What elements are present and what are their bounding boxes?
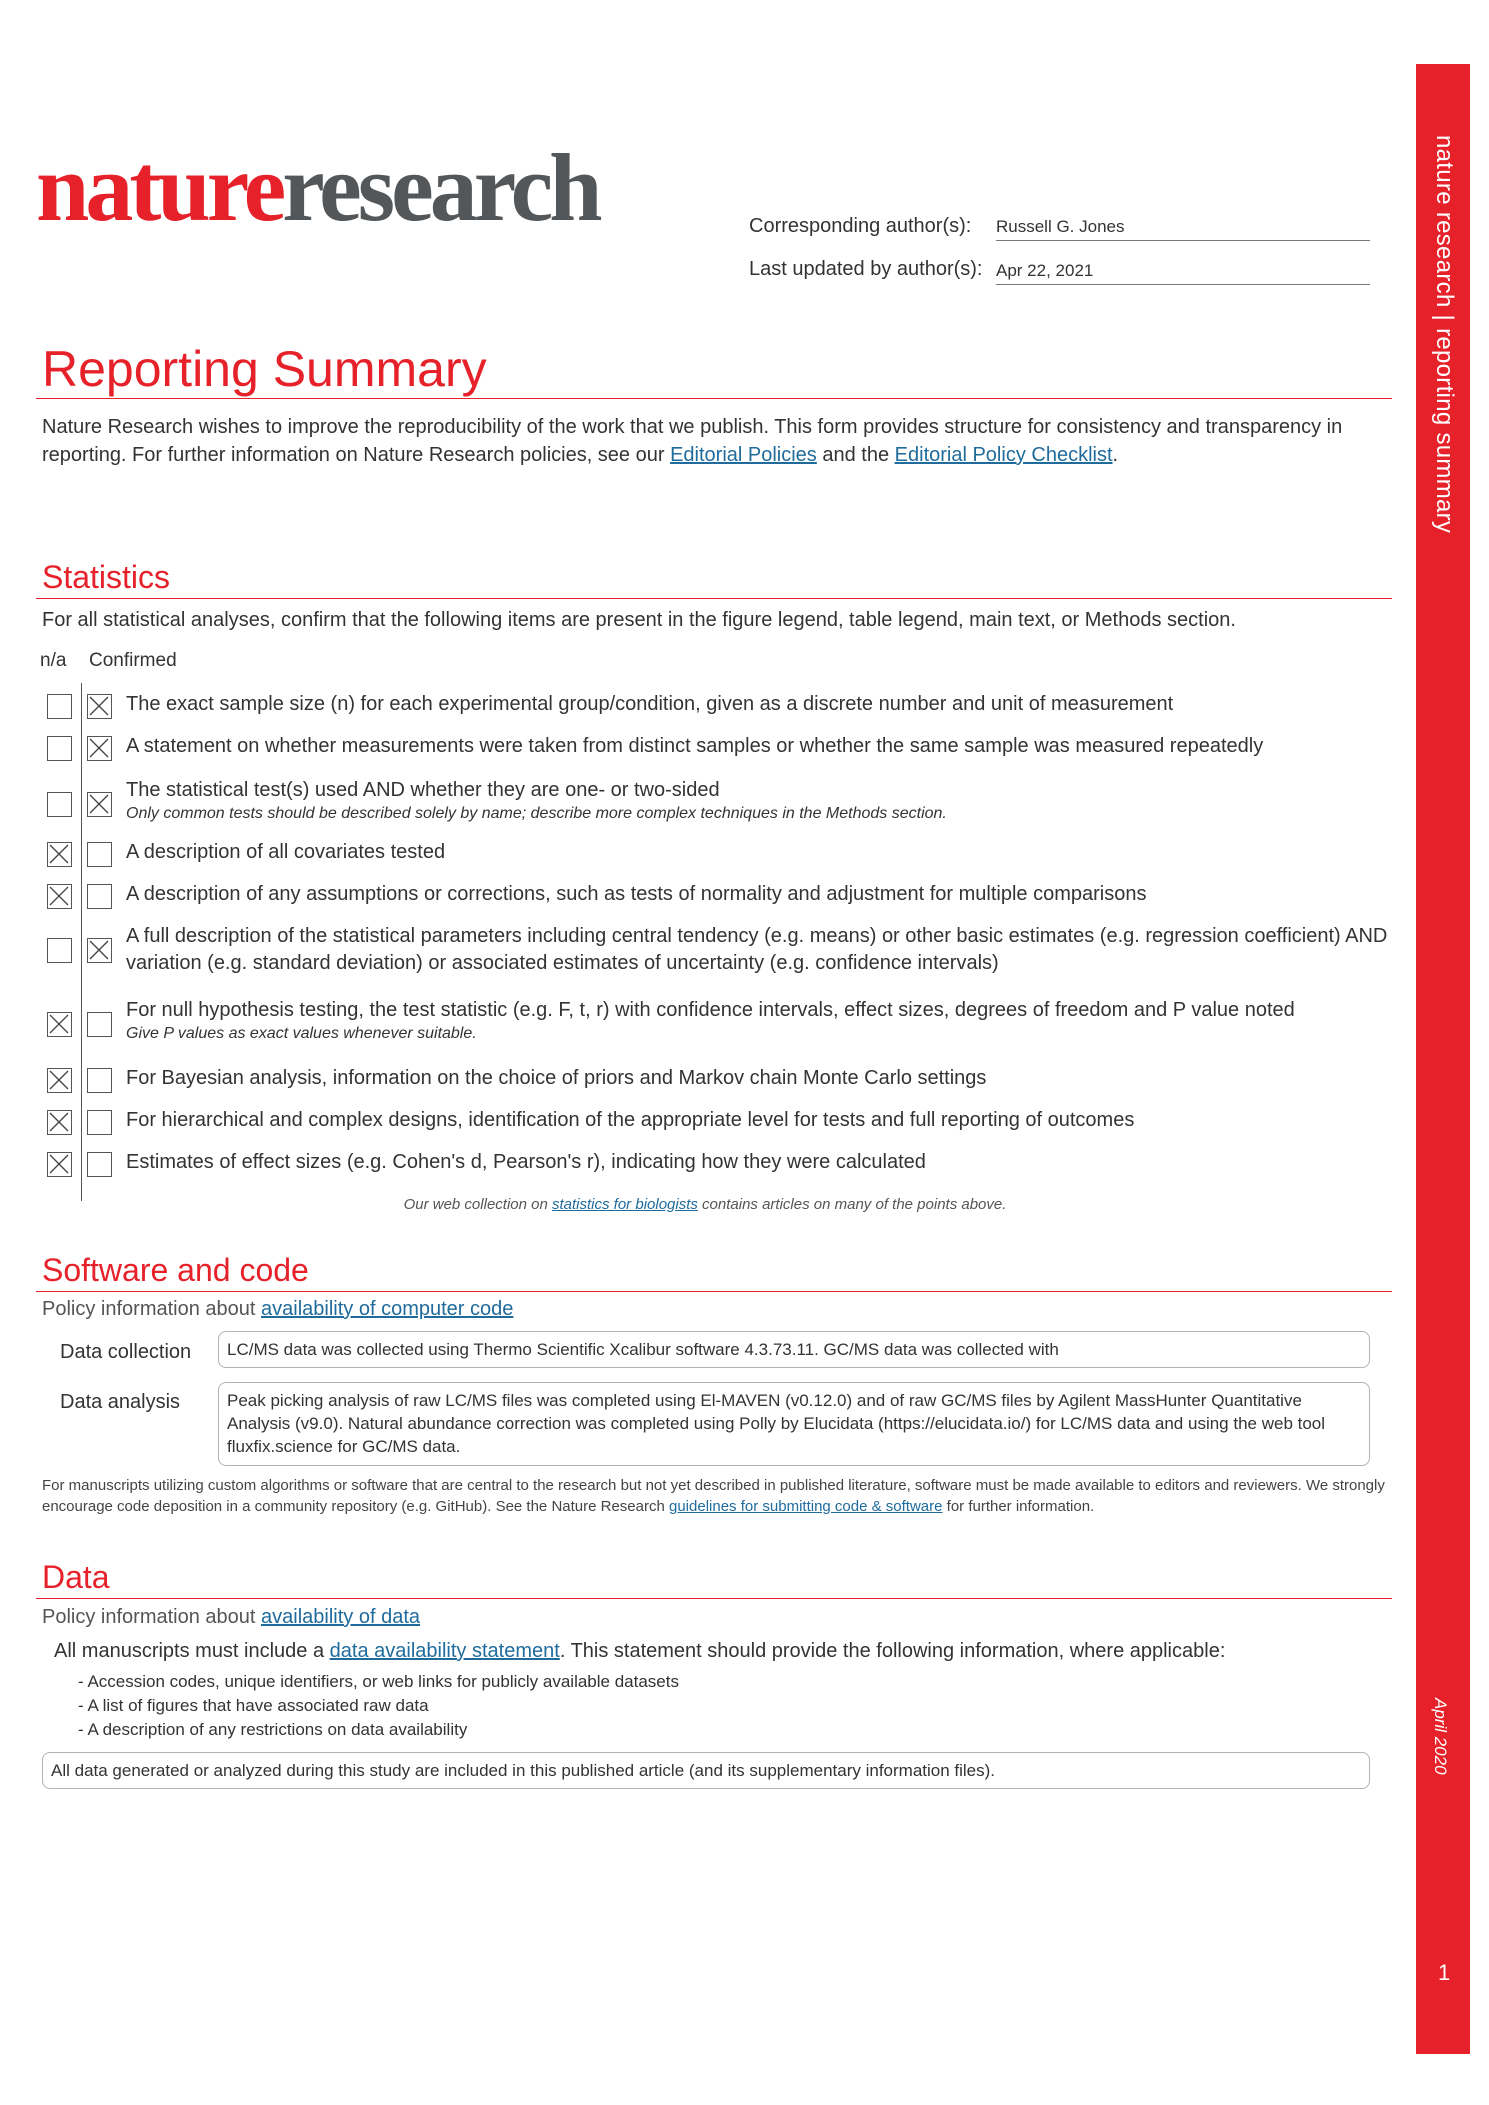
- confirmed-checkbox[interactable]: [87, 1068, 112, 1093]
- editorial-policies-link[interactable]: Editorial Policies: [670, 444, 817, 466]
- na-checkbox[interactable]: [47, 694, 72, 719]
- data-bullet: - Accession codes, unique identifiers, or web links for publicly available datasets: [78, 1672, 679, 1691]
- availability-of-data-link[interactable]: availability of data: [261, 1606, 420, 1628]
- data-analysis-label: Data analysis: [60, 1391, 181, 1413]
- data-availability-field[interactable]: All data generated or analyzed during this study are included in this published article (and its supplementary information files).: [42, 1752, 1370, 1789]
- na-checkbox[interactable]: [47, 1152, 72, 1177]
- data-requirement-text-2: . This statement should provide the following information, where applicable:: [559, 1640, 1226, 1662]
- confirmed-column-header: Confirmed: [89, 650, 177, 671]
- page-title: Reporting Summary: [42, 341, 487, 397]
- software-rule: [36, 1291, 1392, 1292]
- data-collection-label: Data collection: [60, 1341, 192, 1363]
- software-note-text-2: for further information.: [942, 1498, 1095, 1515]
- checklist-item-note: Give P values as exact values whenever suitable.: [126, 1025, 477, 1042]
- checklist-item-text: [126, 733, 1416, 760]
- intro-text-1: Nature Research wishes to improve the reproducibility of the work that we publish. This form provides structure for consistency and transparency in reporting. For further information on Nature Research policies, see our: [42, 416, 1343, 466]
- software-note: [42, 1475, 1397, 1517]
- checklist-item-text: [126, 839, 1416, 866]
- confirmed-checkbox[interactable]: [87, 1110, 112, 1135]
- checklist-item-label: For null hypothesis testing, the test statistic (e.g. F, t, r) with confidence intervals, effect sizes, degrees of freedom and P value noted: [126, 999, 1295, 1021]
- checklist-item-text: [126, 997, 1416, 1044]
- checklist-item-label: A description of all covariates tested: [126, 841, 446, 863]
- software-note-text-1: For manuscripts utilizing custom algorithms or software that are central to the research but not yet described in published literature, software must be made available to editors and reviewers. We strongly encourage code deposition in a community repository (e.g. GitHub). See the Nature Research: [42, 1477, 1385, 1515]
- confirmed-checkbox[interactable]: [87, 842, 112, 867]
- last-updated-label: Last updated by author(s):: [749, 258, 983, 280]
- last-updated-field[interactable]: Apr 22, 2021: [996, 261, 1370, 285]
- data-policy: [42, 1606, 420, 1629]
- corresponding-author-label: Corresponding author(s):: [749, 215, 972, 237]
- na-checkbox[interactable]: [47, 842, 72, 867]
- side-title: nature research | reporting summary: [1431, 135, 1458, 534]
- side-date: April 2020: [1431, 1698, 1450, 1775]
- statistics-footer-text-1: Our web collection on: [403, 1196, 552, 1213]
- computer-code-link[interactable]: availability of computer code: [261, 1298, 514, 1320]
- confirmed-checkbox[interactable]: [87, 1012, 112, 1037]
- data-analysis-field[interactable]: Peak picking analysis of raw LC/MS files was completed using El-MAVEN (v0.12.0) and of raw GC/MS files by Agilent MassHunter Quantitative Analysis (v9.0). Natural abundance correction was completed using Polly by Elucidata (https://elucidata.io/) for LC/MS data and using the web tool fluxfix.science for GC/MS data.: [218, 1382, 1370, 1466]
- checklist-item-label: Estimates of effect sizes (e.g. Cohen's d, Pearson's r), indicating how they were calculated: [126, 1151, 926, 1173]
- data-heading: Data: [42, 1559, 110, 1595]
- statistics-rule: [36, 598, 1392, 599]
- na-checkbox[interactable]: [47, 736, 72, 761]
- software-heading: Software and code: [42, 1252, 309, 1288]
- intro-text-3: .: [1112, 444, 1119, 466]
- title-rule: [36, 398, 1392, 399]
- code-guidelines-link[interactable]: guidelines for submitting code & software: [669, 1498, 943, 1515]
- na-checkbox[interactable]: [47, 1110, 72, 1135]
- checklist-item-text: [126, 777, 1416, 824]
- checklist-item-text: [126, 923, 1416, 977]
- data-policy-text: Policy information about: [42, 1606, 262, 1628]
- checklist-item-label: A statement on whether measurements were taken from distinct samples or whether the same sample was measured repeatedly: [126, 735, 1264, 757]
- confirmed-checkbox[interactable]: [87, 884, 112, 909]
- na-checkbox[interactable]: [47, 938, 72, 963]
- statistics-footer-text-2: contains articles on many of the points above.: [697, 1196, 1007, 1213]
- confirmed-checkbox[interactable]: [87, 792, 112, 817]
- statistics-footer: [0, 1196, 1410, 1213]
- checklist-item-label: The exact sample size (n) for each experimental group/condition, given as a discrete number and unit of measurement: [126, 693, 1174, 715]
- statistics-intro: For all statistical analyses, confirm that the following items are present in the figure legend, table legend, main text, or Methods section.: [42, 609, 1236, 631]
- checklist-item-text: [126, 1107, 1416, 1134]
- confirmed-checkbox[interactable]: [87, 736, 112, 761]
- na-checkbox[interactable]: [47, 1012, 72, 1037]
- checklist-item-text: [126, 1149, 1416, 1176]
- editorial-policy-checklist-link[interactable]: Editorial Policy Checklist: [894, 444, 1113, 466]
- column-divider: [81, 683, 82, 1201]
- software-policy: [42, 1298, 513, 1321]
- checklist-item-label: A full description of the statistical parameters including central tendency (e.g. means) or other basic estimates (e.g. regression coefficient) AND variation (e.g. standard deviation) or associated estimates of uncertainty (e.g. confidence intervals): [126, 925, 1388, 974]
- confirmed-checkbox[interactable]: [87, 1152, 112, 1177]
- page-number: 1: [1438, 1960, 1451, 1985]
- software-policy-text: Policy information about: [42, 1298, 262, 1320]
- checklist-item-text: [126, 1065, 1416, 1092]
- checklist-item-text: [126, 691, 1416, 718]
- confirmed-checkbox[interactable]: [87, 938, 112, 963]
- checklist-item-note: Only common tests should be described solely by name; describe more complex techniques in the Methods section.: [126, 805, 947, 822]
- na-checkbox[interactable]: [47, 884, 72, 909]
- data-bullets: [78, 1670, 679, 1742]
- checklist-item-label: The statistical test(s) used AND whether they are one- or two-sided: [126, 779, 720, 801]
- corresponding-author-field[interactable]: Russell G. Jones: [996, 217, 1370, 241]
- checklist-item-label: For Bayesian analysis, information on the choice of priors and Markov chain Monte Carlo settings: [126, 1067, 987, 1089]
- logo-part-research: research: [282, 134, 599, 241]
- data-requirement-text-1: All manuscripts must include a: [54, 1640, 330, 1662]
- data-requirement: [54, 1637, 1394, 1665]
- na-checkbox[interactable]: [47, 1068, 72, 1093]
- intro-paragraph: [42, 413, 1392, 469]
- data-availability-statement-link[interactable]: data availability statement: [329, 1640, 560, 1662]
- statistics-heading: Statistics: [42, 559, 171, 595]
- data-rule: [36, 1598, 1392, 1599]
- confirmed-checkbox[interactable]: [87, 694, 112, 719]
- logo-part-nature: nature: [36, 134, 283, 241]
- checklist-item-label: For hierarchical and complex designs, identification of the appropriate level for tests and full reporting of outcomes: [126, 1109, 1135, 1131]
- na-checkbox[interactable]: [47, 792, 72, 817]
- data-bullet: - A description of any restrictions on data availability: [78, 1720, 468, 1739]
- data-collection-field[interactable]: LC/MS data was collected using Thermo Scientific Xcalibur software 4.3.73.11. GC/MS data was collected with: [218, 1331, 1370, 1368]
- checklist-item-text: [126, 881, 1416, 908]
- statistics-for-biologists-link[interactable]: statistics for biologists: [552, 1196, 698, 1213]
- na-column-header: n/a: [40, 650, 67, 671]
- checklist-item-label: A description of any assumptions or corrections, such as tests of normality and adjustment for multiple comparisons: [126, 883, 1147, 905]
- intro-text-2: and the: [816, 444, 895, 466]
- nature-research-logo: [36, 134, 599, 241]
- data-bullet: - A list of figures that have associated raw data: [78, 1696, 429, 1715]
